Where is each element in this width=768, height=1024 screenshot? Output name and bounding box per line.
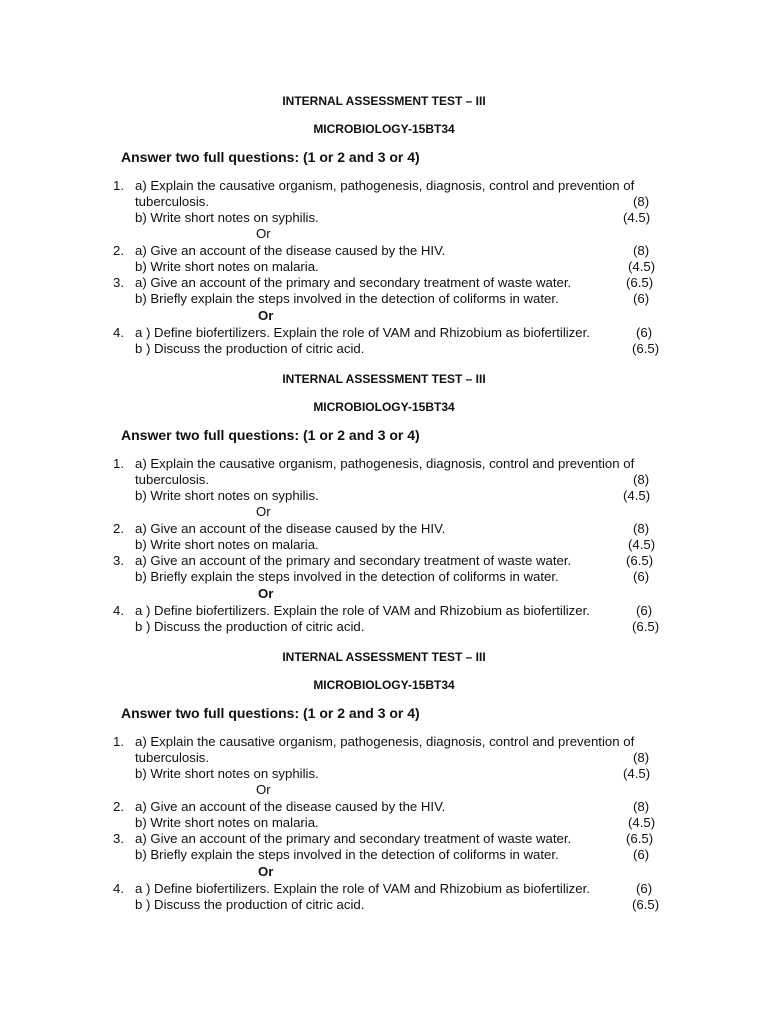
question-1b-text: b) Write short notes on syphilis. xyxy=(135,766,319,781)
or-separator: Or xyxy=(258,308,274,323)
question-3a-marks: (6.5) xyxy=(626,553,654,568)
question-number: 3. xyxy=(113,553,124,568)
or-separator: Or xyxy=(256,226,271,241)
instruction-text: Answer two full questions: (1 or 2 and 3 or 4) xyxy=(121,149,420,165)
instruction-text: Answer two full questions: (1 or 2 and 3 or 4) xyxy=(121,705,420,721)
question-1a-text-cont: tuberculosis. xyxy=(135,194,210,209)
question-2a-marks: (8) xyxy=(633,243,650,258)
question-1a-text-cont: tuberculosis. xyxy=(135,472,210,487)
question-4b-text: b ) Discuss the production of citric acid. xyxy=(135,619,365,634)
question-1b-marks: (4.5) xyxy=(623,210,651,225)
question-2a-text: a) Give an account of the disease caused by the HIV. xyxy=(135,243,446,258)
question-2b-text: b) Write short notes on malaria. xyxy=(135,259,319,274)
question-1a-marks: (8) xyxy=(633,750,650,765)
question-2a-marks: (8) xyxy=(633,521,650,536)
question-3a-marks: (6.5) xyxy=(626,831,654,846)
question-2a-text: a) Give an account of the disease caused by the HIV. xyxy=(135,521,446,536)
test-subject: MICROBIOLOGY-15BT34 xyxy=(313,400,455,414)
question-2b-marks: (4.5) xyxy=(628,259,656,274)
test-title: INTERNAL ASSESSMENT TEST – III xyxy=(282,650,486,664)
test-title: INTERNAL ASSESSMENT TEST – III xyxy=(282,372,486,386)
or-separator: Or xyxy=(256,782,271,797)
question-2b-text: b) Write short notes on malaria. xyxy=(135,537,319,552)
question-number: 4. xyxy=(113,325,124,340)
question-1a-text-cont: tuberculosis. xyxy=(135,750,210,765)
question-number: 4. xyxy=(113,603,124,618)
question-4a-marks: (6) xyxy=(636,325,653,340)
question-1a-text: a) Explain the causative organism, pathogenesis, diagnosis, control and prevention of xyxy=(135,734,635,749)
question-1b-text: b) Write short notes on syphilis. xyxy=(135,488,319,503)
test-subject: MICROBIOLOGY-15BT34 xyxy=(313,678,455,692)
question-2a-marks: (8) xyxy=(633,799,650,814)
question-4b-marks: (6.5) xyxy=(632,897,660,912)
question-4a-text: a ) Define biofertilizers. Explain the role of VAM and Rhizobium as biofertilizer. xyxy=(135,325,590,340)
question-number: 1. xyxy=(113,734,124,749)
or-separator: Or xyxy=(258,586,274,601)
test-title: INTERNAL ASSESSMENT TEST – III xyxy=(282,94,486,108)
question-4a-marks: (6) xyxy=(636,603,653,618)
question-4a-text: a ) Define biofertilizers. Explain the role of VAM and Rhizobium as biofertilizer. xyxy=(135,603,590,618)
question-4b-text: b ) Discuss the production of citric acid. xyxy=(135,341,365,356)
or-separator: Or xyxy=(258,864,274,879)
question-2b-marks: (4.5) xyxy=(628,537,656,552)
question-number: 2. xyxy=(113,521,124,536)
question-3a-text: a) Give an account of the primary and secondary treatment of waste water. xyxy=(135,553,572,568)
question-4a-text: a ) Define biofertilizers. Explain the role of VAM and Rhizobium as biofertilizer. xyxy=(135,881,590,896)
question-1a-text: a) Explain the causative organism, pathogenesis, diagnosis, control and prevention of xyxy=(135,178,635,193)
question-3b-marks: (6) xyxy=(633,847,650,862)
question-2a-text: a) Give an account of the disease caused by the HIV. xyxy=(135,799,446,814)
question-3b-marks: (6) xyxy=(633,291,650,306)
question-1a-text: a) Explain the causative organism, pathogenesis, diagnosis, control and prevention of xyxy=(135,456,635,471)
question-number: 1. xyxy=(113,178,124,193)
test-subject: MICROBIOLOGY-15BT34 xyxy=(313,122,455,136)
question-number: 2. xyxy=(113,243,124,258)
question-number: 3. xyxy=(113,275,124,290)
question-4b-marks: (6.5) xyxy=(632,619,660,634)
question-number: 2. xyxy=(113,799,124,814)
question-2b-text: b) Write short notes on malaria. xyxy=(135,815,319,830)
question-number: 4. xyxy=(113,881,124,896)
question-number: 1. xyxy=(113,456,124,471)
question-1b-text: b) Write short notes on syphilis. xyxy=(135,210,319,225)
question-3b-text: b) Briefly explain the steps involved in the detection of coliforms in water. xyxy=(135,291,559,306)
question-3a-marks: (6.5) xyxy=(626,275,654,290)
instruction-text: Answer two full questions: (1 or 2 and 3 or 4) xyxy=(121,427,420,443)
question-1b-marks: (4.5) xyxy=(623,766,651,781)
test-block-3 xyxy=(0,556,768,916)
question-3a-text: a) Give an account of the primary and secondary treatment of waste water. xyxy=(135,831,572,846)
question-1b-marks: (4.5) xyxy=(623,488,651,503)
question-4a-marks: (6) xyxy=(636,881,653,896)
question-3b-text: b) Briefly explain the steps involved in the detection of coliforms in water. xyxy=(135,847,559,862)
question-1a-marks: (8) xyxy=(633,472,650,487)
question-4b-marks: (6.5) xyxy=(632,341,660,356)
question-2b-marks: (4.5) xyxy=(628,815,656,830)
question-3b-text: b) Briefly explain the steps involved in the detection of coliforms in water. xyxy=(135,569,559,584)
or-separator: Or xyxy=(256,504,271,519)
question-number: 3. xyxy=(113,831,124,846)
question-3a-text: a) Give an account of the primary and secondary treatment of waste water. xyxy=(135,275,572,290)
question-1a-marks: (8) xyxy=(633,194,650,209)
question-3b-marks: (6) xyxy=(633,569,650,584)
question-4b-text: b ) Discuss the production of citric acid. xyxy=(135,897,365,912)
